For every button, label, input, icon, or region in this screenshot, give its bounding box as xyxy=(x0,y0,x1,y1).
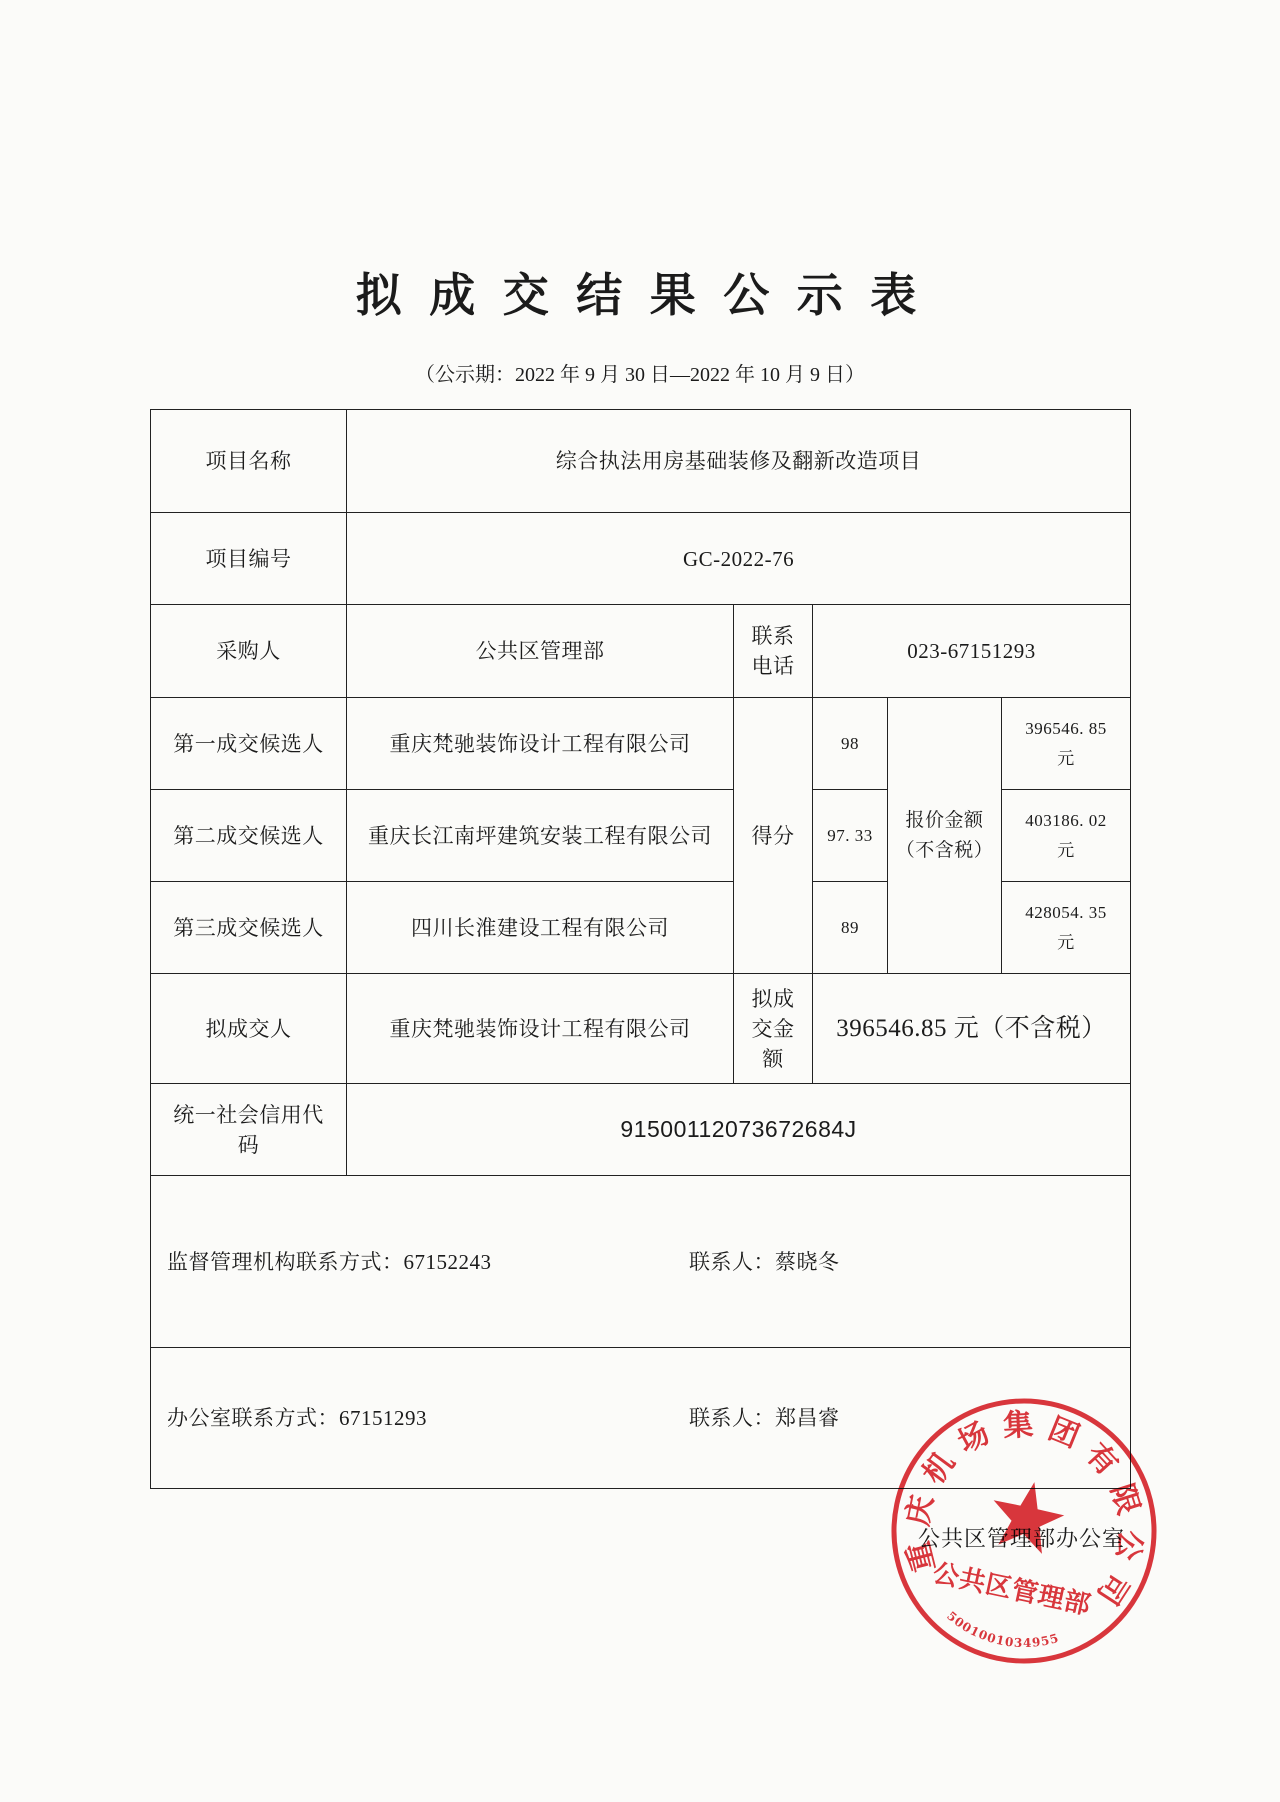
candidate-score: 97. 33 xyxy=(813,790,888,882)
candidate-quote-unit: 元 xyxy=(1057,748,1075,768)
official-seal xyxy=(874,1381,1174,1681)
quote-label-cell xyxy=(888,698,1002,974)
candidate-score: 98 xyxy=(813,698,888,790)
candidate-quote-unit: 元 xyxy=(1057,840,1075,860)
project-name-label: 项目名称 xyxy=(151,410,347,513)
seal-department: 公共区管理部 xyxy=(930,1558,1093,1621)
seal-star-icon xyxy=(985,1475,1070,1557)
award-company: 重庆梵驰装饰设计工程有限公司 xyxy=(347,974,734,1084)
score-label: 得分 xyxy=(734,698,813,974)
project-name-value: 综合执法用房基础装修及翻新改造项目 xyxy=(347,410,1131,513)
supervision-contact-info: 监督管理机构联系方式：67152243 xyxy=(167,1249,492,1274)
row-credit-code xyxy=(151,1084,1131,1176)
purchaser-label: 采购人 xyxy=(151,605,347,698)
award-amount-cell xyxy=(813,974,1131,1084)
row-project-code xyxy=(151,513,1131,605)
publicity-period: （公示期：2022 年 9 月 30 日—2022 年 10 月 9 日） xyxy=(415,364,865,386)
candidate-rank-label: 第一成交候选人 xyxy=(151,698,347,790)
candidate-quote: 403186. 02 xyxy=(1025,810,1107,830)
candidate-quote-cell xyxy=(1002,882,1131,974)
project-code-value: GC-2022-76 xyxy=(347,513,1131,605)
quote-label: 报价金额 xyxy=(905,809,984,831)
purchaser-value: 公共区管理部 xyxy=(347,605,734,698)
row-project-name xyxy=(151,410,1131,513)
candidate-company: 重庆长江南坪建筑安装工程有限公司 xyxy=(347,790,734,882)
candidate-quote-cell xyxy=(1002,790,1131,882)
award-label: 拟成交人 xyxy=(151,974,347,1084)
seal-serial: 5001001034955 xyxy=(944,1608,1061,1651)
quote-note: （不含税） xyxy=(895,839,994,861)
credit-code-value: 91500112073672684J xyxy=(620,1116,857,1142)
candidate-rank-label: 第二成交候选人 xyxy=(151,790,347,882)
credit-code-cell xyxy=(347,1084,1131,1176)
award-amount-label: 拟成交金额 xyxy=(734,974,813,1084)
row-supervision xyxy=(151,1176,1131,1348)
office-contact-info: 办公室联系方式：67151293 xyxy=(167,1406,427,1430)
candidate-rank-label: 第三成交候选人 xyxy=(151,882,347,974)
candidate-quote-unit: 元 xyxy=(1057,932,1075,952)
candidate-company: 重庆梵驰装饰设计工程有限公司 xyxy=(347,698,734,790)
phone-value: 023-67151293 xyxy=(813,605,1131,698)
row-candidate-1 xyxy=(151,698,1131,790)
result-table xyxy=(150,409,1131,1489)
candidate-company: 四川长淮建设工程有限公司 xyxy=(347,882,734,974)
project-code-label: 项目编号 xyxy=(151,513,347,605)
page-title: 拟 成 交 结 果 公 示 表 xyxy=(355,270,925,321)
credit-code-label: 统一社会信用代码 xyxy=(151,1084,347,1176)
candidate-score: 89 xyxy=(813,882,888,974)
phone-label: 联系电话 xyxy=(734,605,813,698)
office-contact-person: 联系人：郑昌睿 xyxy=(689,1406,840,1430)
row-purchaser xyxy=(151,605,1131,698)
candidate-quote: 428054. 35 xyxy=(1025,902,1107,922)
supervision-contact-person: 联系人：蔡晓冬 xyxy=(689,1249,840,1274)
row-award xyxy=(151,974,1131,1084)
seal-serial-text xyxy=(941,1607,1063,1659)
seal-org-name: 重庆机场集团有限公司 xyxy=(900,1407,1148,1611)
candidate-quote-cell xyxy=(1002,698,1131,790)
supervision-cell xyxy=(151,1176,1131,1348)
issuer-name: 公共区管理部办公室 xyxy=(918,1526,1126,1551)
award-amount: 396546.85 元（不含税） xyxy=(836,1014,1107,1042)
candidate-quote: 396546. 85 xyxy=(1025,718,1107,738)
seal-body xyxy=(874,1381,1174,1681)
